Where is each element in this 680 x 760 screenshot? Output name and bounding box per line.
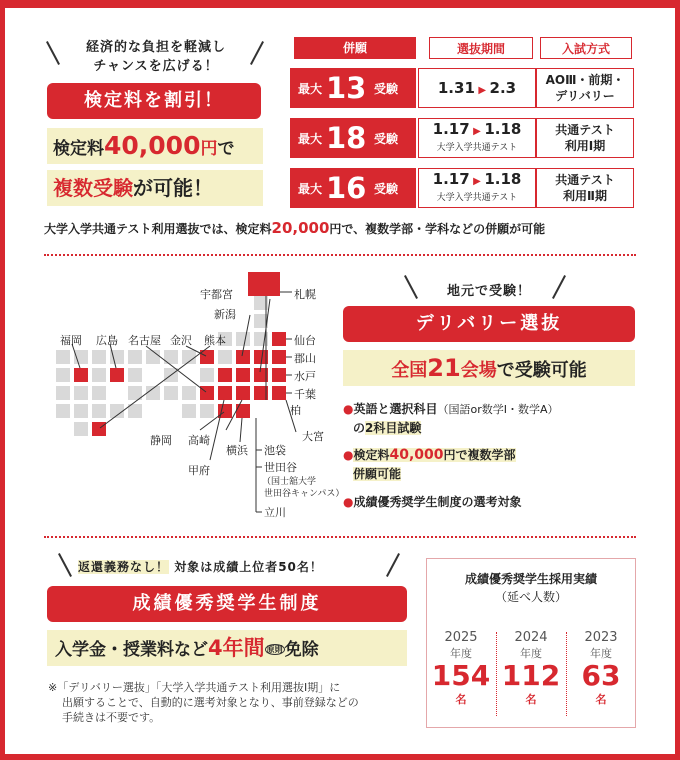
map-cell [164, 386, 178, 400]
map-cell [56, 368, 70, 382]
map-label-mito: 水戸 [294, 370, 316, 383]
map-venue-takasaki [236, 386, 250, 400]
map-cell [74, 422, 88, 436]
map-venue-yokohama [236, 404, 250, 418]
map-label-kofu: 甲府 [188, 464, 210, 477]
map-label-kanazawa: 金沢 [170, 334, 192, 347]
delivery-bullet-3: ●成績優秀奨学生制度の選考対象 [343, 495, 522, 509]
map-cell [74, 386, 88, 400]
map-venue-nagoya [200, 386, 214, 400]
map-label-hiroshima: 広島 [96, 334, 118, 347]
map-cell [218, 350, 232, 364]
stat-2025: 2025 年度 154 名 [431, 630, 491, 706]
map-label-setagaya-note1: （国士舘大学 [262, 477, 317, 487]
discount-amount: 40,000 [104, 131, 201, 160]
map-label-niigata: 新潟 [214, 308, 236, 321]
map-cell [128, 350, 142, 364]
table-header-method: 入試方式 [540, 37, 632, 59]
scholarship-footnote: ※「デリバリー選抜」「大学入学共通テスト利用選抜Ⅰ期」に 出願することで、自動的に選考対象となり、事前登録などの 手続きは不要です。 [48, 681, 359, 724]
table-row-2-count: 最大 18 受験 [290, 118, 416, 158]
map-label-fukuoka: 福岡 [60, 334, 82, 347]
map-label-tachikawa: 立川 [264, 506, 286, 519]
map-cell [56, 350, 70, 364]
map-venue-chiba [272, 386, 286, 400]
table-row-1-count: 最大 13 受験 [290, 68, 416, 108]
table-row-1-method: AOⅢ・前期・ デリバリー [536, 68, 634, 108]
map-label-takasaki: 高崎 [188, 434, 210, 447]
map-cell [56, 404, 70, 418]
map-venue-mito [272, 368, 286, 382]
delivery-tagline: 地元で受験！ [446, 284, 531, 299]
map-venue-kumamoto [92, 422, 106, 436]
map-cell [236, 332, 250, 346]
common-test-note: 大学入学共通テスト利用選抜では、検定料20,000円で、複数学部・学科などの併願が可能 [44, 219, 546, 237]
stat-2023: 2023 年度 63 名 [581, 630, 621, 706]
map-label-yokohama: 横浜 [226, 444, 248, 457]
map-label-setagaya-note2: 世田谷キャンパス） [264, 489, 345, 499]
map-label-kumamoto: 熊本 [204, 334, 226, 347]
map-cell [92, 386, 106, 400]
map-cell [200, 404, 214, 418]
map-venue-koriyama [272, 350, 286, 364]
map-label-nagoya: 名古屋 [128, 334, 161, 347]
table-row-3-method: 共通テスト 利用Ⅱ期 [536, 168, 634, 208]
map-cell [92, 368, 106, 382]
map-label-kashiwa: 柏 [290, 404, 301, 417]
map-label-setagaya: 世田谷 [264, 461, 297, 474]
map-venue-sapporo [248, 272, 280, 296]
map-label-sapporo: 札幌 [294, 288, 316, 301]
map-cell [146, 350, 160, 364]
map-label-sendai: 仙台 [294, 334, 316, 347]
map-venue-kofu [218, 386, 232, 400]
map-cell [218, 368, 232, 382]
map-label-utsunomiya: 宇都宮 [200, 288, 233, 301]
discount-line1: 検定料40,000円で [47, 128, 263, 164]
map-cell [200, 368, 214, 382]
map-venue-fukuoka [74, 368, 88, 382]
stat-2024: 2024 年度 112 名 [501, 630, 561, 706]
map-cell [182, 386, 196, 400]
leader-line [240, 418, 242, 442]
map-label-ikebukuro: 池袋 [264, 444, 286, 457]
map-venue-hiroshima [110, 368, 124, 382]
scholarship-tagline: 返還義務なし！ 対象は成績上位者50名！ [78, 560, 323, 574]
discount-tagline-line1: 経済的な負担を軽減し [85, 40, 226, 55]
scholarship-line: 入学金・授業料など4年間 原則 免除 [47, 630, 407, 666]
divider-2 [44, 536, 636, 538]
stats-title: 成績優秀奨学生採用実績 （延べ人数） [464, 572, 597, 604]
delivery-bullet-1: ●英語と選択科目（国語or数学Ⅰ・数学A） の2科目試験 [343, 402, 559, 435]
map-venue-sendai [272, 332, 286, 346]
discount-line2: 複数受験が可能！ [47, 170, 263, 206]
discount-tagline-line2: チャンスを広げる！ [93, 59, 219, 74]
map-cell [56, 386, 70, 400]
table-header-heigan: 併願 [294, 37, 416, 59]
table-header-period: 選抜期間 [429, 37, 533, 59]
map-cell [74, 404, 88, 418]
delivery-headline: 全国21会場で受験可能 [343, 350, 635, 386]
map-cell [236, 368, 250, 382]
map-cell [182, 404, 196, 418]
map-cell [92, 404, 106, 418]
table-row-2-period: 1.17 ▶ 1.18 大学入学共通テスト [418, 118, 536, 158]
map-label-koriyama: 郡山 [294, 352, 316, 365]
map-label-chiba: 千葉 [294, 388, 316, 401]
delivery-badge: デリバリー選抜 [343, 306, 635, 342]
table-row-2-method: 共通テスト 利用Ⅰ期 [536, 118, 634, 158]
scholarship-badge: 成績優秀奨学生制度 [47, 586, 407, 622]
map-cell [92, 350, 106, 364]
map-cell [128, 368, 142, 382]
map-label-omiya: 大宮 [302, 430, 324, 443]
table-row-1-period: 1.31 ▶ 2.3 [418, 68, 536, 108]
discount-badge: 検定料を割引！ [47, 83, 261, 119]
delivery-bullet-2: ●検定料40,000円で複数学部 併願可能 [343, 447, 516, 481]
table-row-3-count: 最大 16 受験 [290, 168, 416, 208]
map-label-shizuoka: 静岡 [150, 434, 172, 447]
table-row-3-period: 1.17 ▶ 1.18 大学入学共通テスト [418, 168, 536, 208]
gensoku-mark: 原則 [266, 645, 283, 654]
